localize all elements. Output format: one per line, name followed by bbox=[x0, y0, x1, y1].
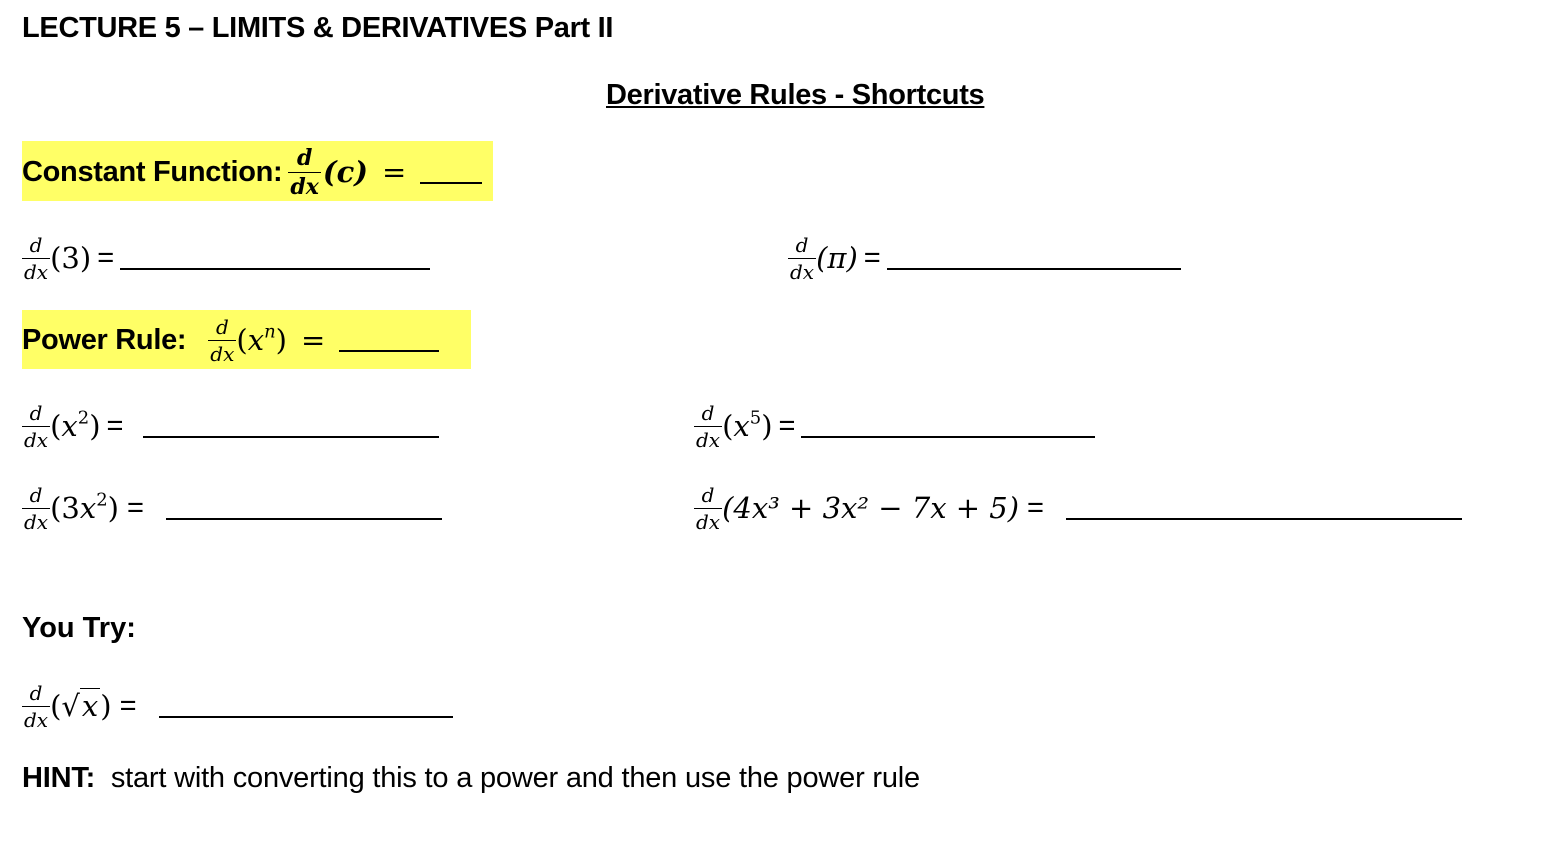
power-rule bbox=[22, 310, 439, 370]
answer-blank[interactable] bbox=[801, 414, 1095, 438]
sqrt-argument: (√x) bbox=[50, 689, 112, 723]
answer-blank[interactable] bbox=[166, 496, 442, 520]
derivative-operator: $\frac{d}{dx}$ bbox=[696, 482, 721, 534]
constant-example-pi bbox=[788, 228, 1181, 288]
equals-sign: = bbox=[127, 491, 144, 524]
constant-example-3 bbox=[22, 228, 430, 288]
section-subtitle: Derivative Rules - Shortcuts bbox=[606, 79, 985, 111]
constant-example-argument: (3) bbox=[50, 241, 92, 275]
equals-sign: = bbox=[300, 323, 326, 357]
constant-example-argument: (π) bbox=[816, 241, 858, 275]
constant-function-argument: (c) bbox=[322, 155, 368, 189]
power-example-x5 bbox=[694, 396, 1095, 456]
answer-blank[interactable] bbox=[120, 246, 430, 270]
equals-sign: = bbox=[778, 409, 796, 442]
power-example-3x2 bbox=[22, 478, 442, 538]
equals-sign: = bbox=[863, 241, 881, 274]
power-example-argument: $(x^5)$ bbox=[722, 407, 773, 443]
equals-sign: = bbox=[119, 689, 137, 722]
derivative-operator: $\frac{d}{dx}$ bbox=[210, 314, 235, 366]
answer-blank[interactable] bbox=[159, 694, 453, 718]
answer-blank[interactable] bbox=[887, 246, 1181, 270]
equals-sign: = bbox=[97, 241, 115, 274]
equals-sign: = bbox=[1027, 491, 1044, 524]
power-rule-argument: $(x^n)$ bbox=[236, 321, 287, 357]
derivative-operator: $\frac{d}{dx}$ bbox=[24, 482, 49, 534]
derivative-operator: $\frac{d}{dx}$ bbox=[24, 680, 49, 732]
power-example-argument: $(3x^2)$ bbox=[50, 489, 119, 525]
page-title: LECTURE 5 – LIMITS & DERIVATIVES Part II bbox=[22, 12, 614, 44]
power-example-x2 bbox=[22, 396, 439, 456]
answer-blank[interactable] bbox=[143, 414, 439, 438]
hint-body: start with converting this to a power and then use the power rule bbox=[110, 762, 920, 794]
derivative-operator: $\frac{d}{dx}$ bbox=[696, 400, 721, 452]
answer-blank[interactable] bbox=[420, 160, 482, 184]
answer-blank[interactable] bbox=[339, 328, 439, 352]
derivative-operator: $\frac{d}{dx}$ bbox=[24, 400, 49, 452]
you-try-sqrt-example bbox=[22, 676, 453, 736]
hint-text bbox=[22, 762, 920, 795]
power-example-polynomial bbox=[694, 478, 1462, 538]
constant-function-label: Constant Function: bbox=[22, 155, 283, 188]
derivative-operator: $\frac{d}{dx}$ bbox=[290, 144, 319, 200]
sqrt-symbol: √ bbox=[61, 689, 80, 723]
power-rule-label: Power Rule: bbox=[22, 323, 187, 356]
answer-blank[interactable] bbox=[1066, 496, 1462, 520]
constant-function-rule bbox=[22, 143, 482, 201]
derivative-operator: $\frac{d}{dx}$ bbox=[24, 232, 49, 284]
polynomial-expression: (4x³ + 3x² − 7x + 5) bbox=[722, 491, 1020, 525]
power-example-argument: $(x^2)$ bbox=[50, 407, 101, 443]
you-try-heading: You Try: bbox=[22, 612, 136, 644]
derivative-operator: $\frac{d}{dx}$ bbox=[790, 232, 815, 284]
equals-sign: = bbox=[106, 409, 124, 442]
equals-sign: = bbox=[382, 155, 407, 189]
hint-label: HINT: bbox=[22, 762, 96, 794]
